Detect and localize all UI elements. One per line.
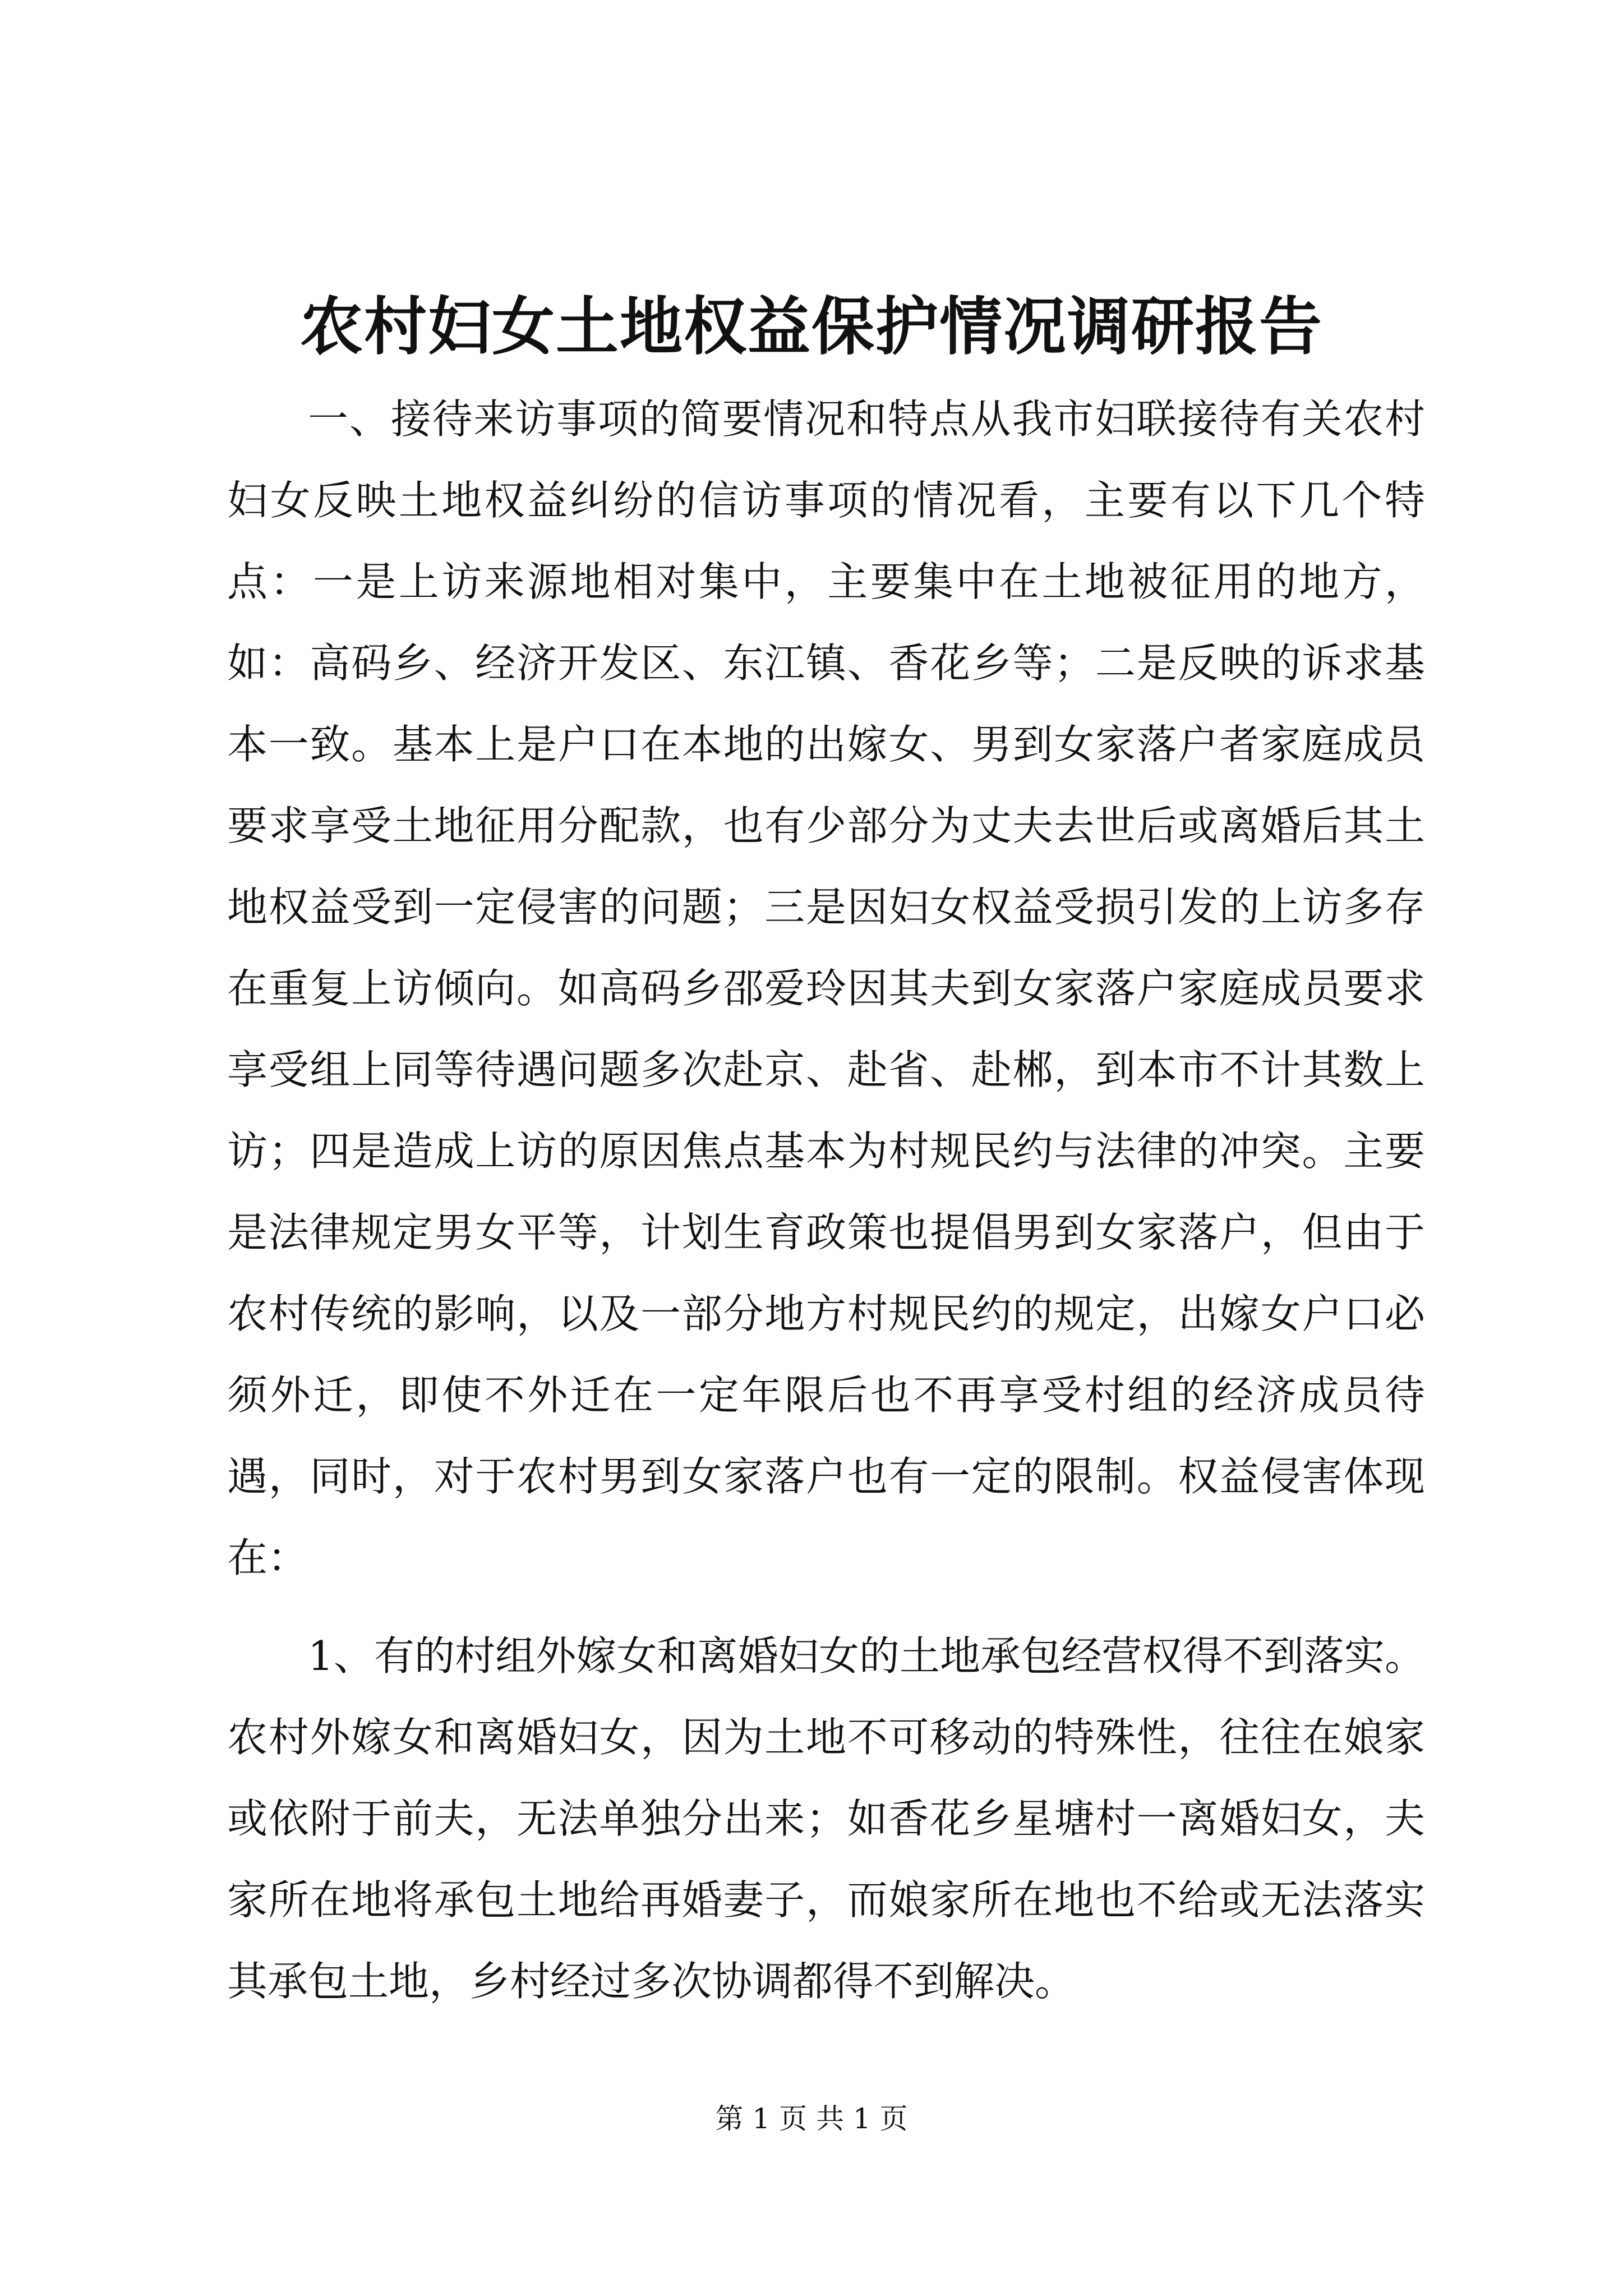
paragraph-item-1: 1、有的村组外嫁女和离婚妇女的土地承包经营权得不到落实。农村外嫁女和离婚妇女，因为土地不可移动的特殊性，往往在娘家或依附于前夫，无法单独分出来；如香花乡星塘村一离婚妇女，夫家所在地将承包土地给再婚妻子，而娘家所在地也不给或无法落实其承包土地，乡村经过多次协调都得不到解决。 <box>227 1632 1425 2005</box>
page-footer: 第 1 页 共 1 页 <box>715 2102 908 2135</box>
paragraph-intro: 一、接待来访事项的简要情况和特点从我市妇联接待有关农村妇女反映土地权益纠纷的信访事项的情况看，主要有以下几个特点：一是上访来源地相对集中，主要集中在土地被征用的地方，如：高码乡、经济开发区、东江镇、香花乡等；二是反映的诉求基本一致。基本上是户口在本地的出嫁女、男到女家落户者家庭成员要求享受土地征用分配款，也有少部分为丈夫去世后或离婚后其土地权益受到一定侵害的问题；三是因妇女权益受损引发的上访多存在重复上访倾向。如高码乡邵爱玲因其夫到女家落户家庭成员要求享受组上同等待遇问题多次赴京、赴省、赴郴，到本市不计其数上访；四是造成上访的原因焦点基本为村规民约与法律的冲突。主要是法律规定男女平等，计划生育政策也提倡男到女家落户，但由于农村传统的影响，以及一部分地方村规民约的规定，出嫁女户口必须外迁，即使不外迁在一定年限后也不再享受村组的经济成员待遇，同时，对于农村男到女家落户也有一定的限制。权益侵害体现在： <box>227 395 1425 1581</box>
document-title: 农村妇女土地权益保护情况调研报告 <box>300 290 1323 364</box>
